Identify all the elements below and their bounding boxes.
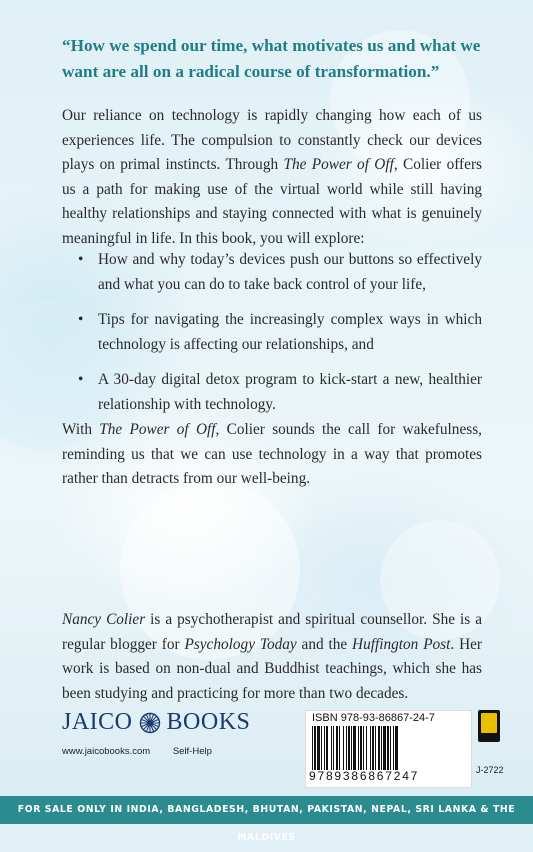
publisher-logo — [62, 709, 262, 736]
barcode-bar — [387, 726, 389, 770]
book-title: The Power of Off — [99, 421, 216, 438]
barcode-bar — [370, 726, 371, 770]
barcode-bar — [321, 726, 322, 770]
pull-quote: “How we spend our time, what motivates us and what we want are all on a radical course of transformation.” — [62, 36, 481, 81]
barcode-bar — [343, 726, 344, 770]
barcode-bar — [378, 726, 380, 770]
intro-paragraph — [62, 104, 482, 251]
isbn-label: ISBN 978-93-86867-24-7 — [312, 712, 435, 724]
closing-text: With — [62, 421, 100, 438]
list-item — [62, 308, 482, 357]
author-bio — [62, 608, 482, 706]
barcode-bar — [360, 726, 362, 770]
barcode-bar — [381, 726, 382, 770]
barcode-bar — [333, 726, 334, 770]
book-title: The Power of Off — [283, 156, 394, 173]
barcode-bar — [336, 726, 338, 770]
bio-text: is a psychotherapist and spiritual counsellor. She is a regular blogger for — [62, 611, 482, 653]
ebook-badge-inner — [481, 713, 497, 733]
bullet-icon: • — [78, 251, 84, 268]
list-item-text: How and why today’s devices push our buttons so effectively and what you can do to take back control of your life, — [98, 251, 482, 293]
barcode-bar — [324, 726, 325, 770]
barcode-bar — [317, 726, 320, 770]
publisher-name-right: BOOKS — [166, 709, 251, 735]
publication-name: Psychology Today — [184, 635, 297, 653]
barcode-bar — [353, 726, 356, 770]
barcode-bar — [339, 726, 340, 770]
sales-territory-banner: FOR SALE ONLY IN INDIA, BANGLADESH, BHUTAN, PAKISTAN, NEPAL, SRI LANKA & THE MALDIVES — [0, 796, 533, 824]
list-item — [62, 248, 482, 297]
ebook-badge-icon — [478, 710, 500, 742]
publisher-name-left: JAICO — [62, 709, 133, 735]
book-category: Self-Help — [172, 746, 212, 757]
bio-text: and the — [296, 635, 353, 653]
barcode-bar — [372, 726, 374, 770]
list-item-text: Tips for navigating the increasingly complex ways in which technology is affecting our relationships, and — [98, 311, 482, 353]
intro-text: , Colier offers us a path for making use of the virtual world while still having healthy relationships and staying connected with what is genuinely meaningful in life. In this book, you will explore: — [62, 156, 482, 247]
list-item — [62, 368, 482, 417]
barcode-bar — [348, 726, 350, 770]
publisher-meta — [62, 746, 282, 757]
barcode-bar — [351, 726, 352, 770]
closing-paragraph — [62, 418, 482, 492]
isbn-barcode — [305, 710, 472, 788]
publication-name: Huffington Post — [352, 635, 451, 653]
barcode-bar — [331, 726, 332, 770]
barcode-bar — [366, 726, 367, 770]
author-name: Nancy Colier — [62, 611, 146, 628]
barcode-bar — [312, 726, 313, 770]
topics-list — [62, 248, 482, 428]
sun-wheel-icon — [139, 712, 161, 734]
closing-text: , Colier sounds the call for wakefulness, reminding us that we can use technology in a way that promotes rather than detracts from our well-being. — [62, 421, 482, 487]
intro-text: Our reliance on technology is rapidly changing how each of us experiences life. The compulsion to constantly check our devices plays on primal instincts. Through — [62, 107, 482, 173]
barcode-bar — [346, 726, 347, 770]
barcode-icon — [312, 726, 442, 770]
barcode-digits: 9789386867247 — [309, 769, 420, 783]
barcode-bar — [314, 726, 316, 770]
bullet-icon: • — [78, 311, 84, 328]
barcode-bar — [358, 726, 359, 770]
catalog-code: J-2722 — [476, 765, 504, 775]
list-item-text: A 30-day digital detox program to kick-start a new, healthier relationship with technology. — [98, 371, 482, 413]
barcode-bar — [393, 726, 394, 770]
barcode-bar — [383, 726, 386, 770]
barcode-bar — [375, 726, 376, 770]
barcode-bar — [363, 726, 364, 770]
barcode-bar — [395, 726, 398, 770]
bio-text: . Her work is based on non-dual and Buddhist teachings, which she has been studying and practicing for more than two decades. — [62, 635, 483, 702]
publisher-website: www.jaicobooks.com — [62, 746, 151, 757]
barcode-bar — [326, 726, 328, 770]
bullet-icon: • — [78, 371, 84, 388]
barcode-bar — [390, 726, 391, 770]
